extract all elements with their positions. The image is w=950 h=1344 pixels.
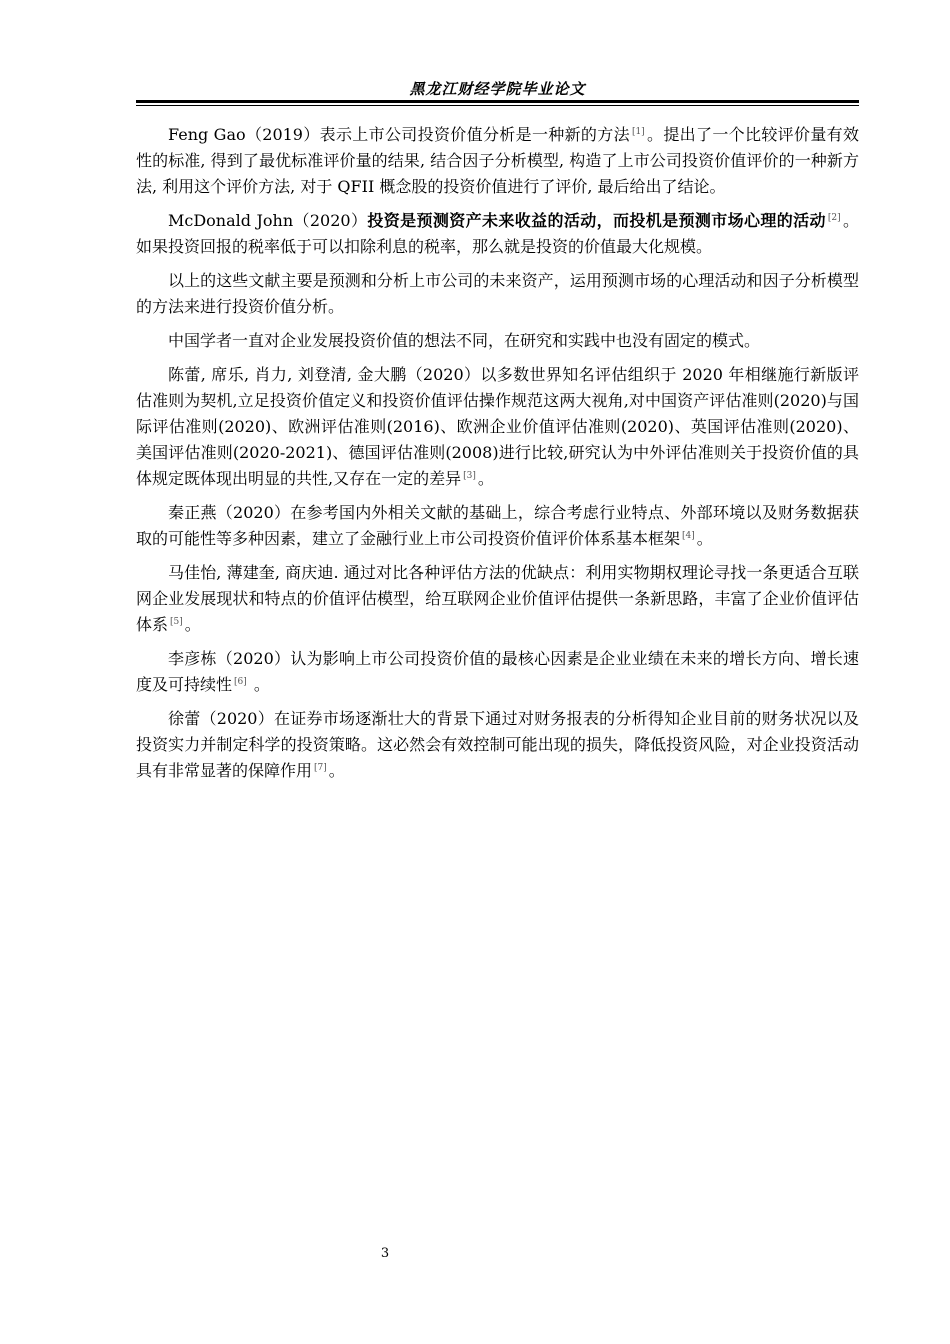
paragraph-summary xyxy=(136,268,859,320)
citation-ref[interactable]: [1] xyxy=(631,126,645,137)
paragraph-qin-zhengyan xyxy=(136,500,859,552)
paragraph-text: 中国学者一直对企业发展投资价值的想法不同，在研究和实践中也没有固定的模式。 xyxy=(168,331,761,350)
paragraph-text: 。 xyxy=(328,761,345,780)
paragraph-text: 陈蕾, 席乐, 肖力, 刘登清, 金大鹏（2020）以多数世界知名评估组织于 2020 年相继施行新版评估准则为契机,立足投资价值定义和投资价值评估操作规范这两大视角,对中国资产评估准则(2020)与国际评估准则(2020)、欧洲评估准则(2016)、欧洲企业价值评估准则(2020)、英国评估准则(2020)、美国评估准则(2020-2021)、德国评估准则(2008)进行比较,研究认为中外评估准则关于投资价值的具体规定既体现出明显的共性,又存在一定的差异 xyxy=(136,365,859,488)
citation-ref[interactable]: [5] xyxy=(170,616,183,627)
header-rule-thick xyxy=(136,100,859,103)
emphasized-text: 投资是预测资产未来收益的活动，而投机是预测市场心理的活动 xyxy=(367,211,826,230)
paragraph-mcdonald-john xyxy=(136,208,859,260)
paragraph-text: 马佳怡, 薄建奎, 商庆迪. 通过对比各种评估方法的优缺点：利用实物期权理论寻找一条更适合互联网企业发展现状和特点的价值评估模型，给互联网企业价值评估提供一条新思路，丰富了企业价值评估体系 xyxy=(136,563,859,634)
paragraph-text: 。 xyxy=(184,615,201,634)
paragraph-text: McDonald John（2020） xyxy=(168,211,368,230)
paragraph-text: 以上的这些文献主要是预测和分析上市公司的未来资产，运用预测市场的心理活动和因子分析模型的方法来进行投资价值分析。 xyxy=(136,271,859,316)
citation-ref[interactable]: [3] xyxy=(463,470,476,481)
paragraph-xu-lei xyxy=(136,706,859,784)
paragraph-li-yandong xyxy=(136,646,859,698)
paragraph-text: Feng Gao（2019）表示上市公司投资价值分析是一种新的方法 xyxy=(168,125,630,144)
paragraph-text: 。如果投资回报的税率低于可以扣除利息的税率，那么就是投资的价值最大化规模。 xyxy=(136,211,859,256)
paragraph-text: 秦正燕（2020）在参考国内外相关文献的基础上，综合考虑行业特点、外部环境以及财务数据获取的可能性等多种因素，建立了金融行业上市公司投资价值评价体系基本框架 xyxy=(136,503,859,548)
paragraph-ma-jiayi xyxy=(136,560,859,638)
paragraph-feng-gao xyxy=(136,122,859,200)
paragraph-text: 。提出了一个比较评价量有效性的标准, 得到了最优标准评价量的结果, 结合因子分析模型, 构造了上市公司投资价值评价的一种新方法, 利用这个评价方法, 对于 QFII 概念股的投资价值进行了评价, 最后给出了结论。 xyxy=(136,125,859,196)
page-header xyxy=(136,80,859,104)
page-number: 3 xyxy=(380,1246,390,1261)
paragraph-chen-lei xyxy=(136,362,859,492)
paragraph-text: 李彦栋（2020）认为影响上市公司投资价值的最核心因素是企业业绩在未来的增长方向、增长速度及可持续性 xyxy=(136,649,859,694)
paragraph-text: 。 xyxy=(248,675,270,694)
header-title: 黑龙江财经学院毕业论文 xyxy=(409,80,586,98)
body-text xyxy=(136,122,859,792)
citation-ref[interactable]: [6] xyxy=(234,676,247,687)
citation-ref[interactable]: [7] xyxy=(314,762,327,773)
citation-ref[interactable]: [4] xyxy=(682,530,695,541)
paragraph-text: 徐蕾（2020）在证券市场逐渐壮大的背景下通过对财务报表的分析得知企业目前的财务状况以及投资实力并制定科学的投资策略。这必然会有效控制可能出现的损失，降低投资风险，对企业投资活动具有非常显著的保障作用 xyxy=(136,709,859,780)
header-rule-thin xyxy=(136,105,859,106)
paragraph-chinese-scholars xyxy=(136,328,859,354)
paragraph-text: 。 xyxy=(477,469,494,488)
paragraph-text: 。 xyxy=(696,529,713,548)
citation-ref[interactable]: [2] xyxy=(827,212,841,223)
